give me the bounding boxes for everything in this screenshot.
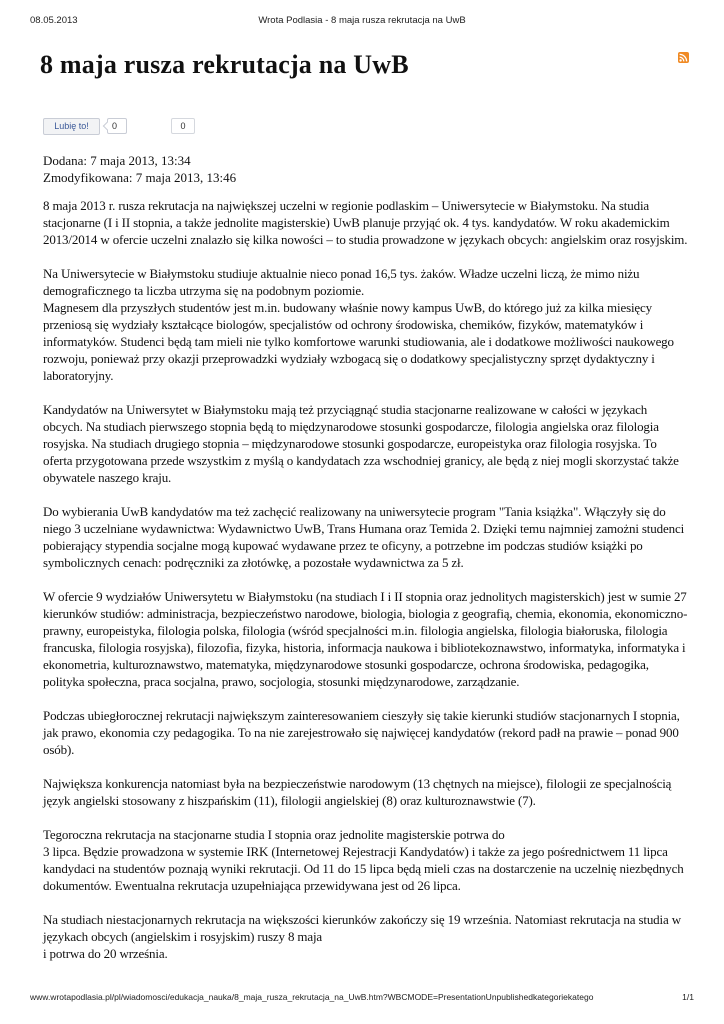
like-count: 0 <box>107 118 127 134</box>
paragraph: W ofercie 9 wydziałów Uniwersytetu w Białymstoku (na studiach I i II stopnia oraz jednolitych magisterskich) jest w sumie 27 kierunków studiów: administracja, bezpieczeństwo narodowe, biologia, biologia z geografią, chemia, ekonomia, ekonomiczno-prawny, europeistyka, filologia polska, filologia (wśród specjalności m.in. filologia angielska, filologia białoruska, filologia francuska, filologia rosyjska), filozofia, fizyka, historia, informacja naukowa i bibliotekoznawstwo, informatyka, informatyka i ekonometria, kulturoznawstwo, matematyka, międzynarodowe stosunki gospodarcze, ochrona środowiska, pedagogika, polityka społeczna, praca socjalna, prawo, socjologia, stosunki międzynarodowe, zarządzanie. <box>43 589 688 689</box>
paragraph: Do wybierania UwB kandydatów ma też zachęcić realizowany na uniwersytecie program "Tania książka". Włączyły się do niego 3 uczelniane wydawnictwa: Wydawnictwo UwB, Trans Humana oraz Temida 2. Dzięki temu najmniej zamożni studenci pobierający stypendia socjalne mogą kupować wydawane przez te oficyny, a potrzebne im podczas studiów książki po symbolicznych cenach: podręczniki za złotówkę, a pozostałe wydawnictwa za 5 zł. <box>43 504 685 570</box>
paragraph: Podczas ubiegłorocznej rekrutacji największym zainteresowaniem cieszyły się takie kierunki studiów stacjonarnych I stopnia, jak prawo, ekonomia czy pedagogika. To na nie zarejestrowało się najwięcej kandydatów (rekord padł na prawie – ponad 900 osób). <box>43 708 680 757</box>
added-date: Dodana: 7 maja 2013, 13:34 <box>43 153 191 168</box>
print-footer <box>30 992 694 1004</box>
social-bar <box>43 118 203 134</box>
article-meta <box>43 152 236 186</box>
article-body <box>43 197 689 979</box>
paragraph: Kandydatów na Uniwersytet w Białymstoku mają też przyciągnąć studia stacjonarne realizowane w całości w językach obcych. Na studiach pierwszego stopnia będą to międzynarodowe stosunki gospodarcze, filologia angielska oraz filologia rosyjska. Na studiach drugiego stopnia – międzynarodowe stosunki gospodarcze, europeistyka oraz filologia rosyjska. To oferta przygotowana przede wszystkim z myślą o kandydatach zza wschodniej granicy, ale będą z niej mogli skorzystać także obywatele naszego kraju. <box>43 402 679 485</box>
share-count: 0 <box>171 118 195 134</box>
print-window-title: Wrota Podlasia - 8 maja rusza rekrutacja na UwB <box>258 15 466 26</box>
rss-feed-icon[interactable] <box>678 52 689 63</box>
page-url: www.wrotapodlasia.pl/pl/wiadomosci/edukacja_nauka/8_maja_rusza_rekrutacja_na_UwB.htm?WBCMODE=PresentationUnpublishedkategoriekatego <box>30 992 594 1002</box>
print-header <box>30 15 694 29</box>
paragraph: Na studiach niestacjonarnych rekrutacja na większości kierunków zakończy się 19 września. Natomiast rekrutacja na studia w językach obcych (angielskim i rosyjskim) ruszy 8 maja i potrwa do 20 września. <box>43 912 681 961</box>
paragraph: Tegoroczna rekrutacja na stacjonarne studia I stopnia oraz jednolite magisterskie potrwa do 3 lipca. Będzie prowadzona w systemie IRK (Internetowej Rejestracji Kandydatów) i także za jego pośrednictwem 11 lipca kandydaci na studentów poznają wyniki rekrutacji. Od 11 do 15 lipca będą mieli czas na dostarczenie na uczelnię niezbędnych dokumentów. Ewentualna rekrutacja uzupełniająca przewidywana jest od 26 lipca. <box>43 827 684 893</box>
print-date: 08.05.2013 <box>30 15 78 26</box>
page-number: 1/1 <box>682 992 694 1002</box>
paragraph: Na Uniwersytecie w Białymstoku studiuje aktualnie nieco ponad 16,5 tys. żaków. Władze uczelni liczą, że mimo niżu demograficznego ta liczba utrzyma się na podobnym poziomie. Magnesem dla przyszłych studentów jest m.in. budowany właśnie nowy kampus UwB, do którego już za kilka miesięcy przeniosą się wydziały kształcące biologów, specjalistów od ochrony środowiska, chemików, fizyków, matematyków i informatyków. Studenci będą tam mieli nie tylko komfortowe warunki studiowania, ale i dodatkowe możliwości naukowego rozwoju, ponieważ przy okazji przeprowadzki wydziały wzbogacą się o dodatkowy specjalistyczny sprzęt dydaktyczny i laboratoryjny. <box>43 266 674 383</box>
paragraph: 8 maja 2013 r. rusza rekrutacja na największej uczelni w regionie podlaskim – Uniwersytecie w Białymstoku. Na studia stacjonarne (I i II stopnia, a także jednolite magisterskie) UwB planuje przyjąć ok. 4 tys. kandydatów. W roku akademickim 2013/2014 w ofercie uczelni znalazło się kilka nowości – to studia prowadzone w językach obcych: angielskim oraz rosyjskim. <box>43 198 688 247</box>
modified-date: Zmodyfikowana: 7 maja 2013, 13:46 <box>43 170 237 185</box>
article-title: 8 maja rusza rekrutacja na UwB <box>40 50 409 79</box>
paragraph: Największa konkurencja natomiast była na bezpieczeństwie narodowym (13 chętnych na miejsce), filologii ze specjalnością język angielski stosowany z hiszpańskim (11), filologii angielskiej (8) oraz kulturoznawstwie (7). <box>43 776 672 808</box>
facebook-like-button[interactable]: Lubię to! <box>43 118 100 135</box>
